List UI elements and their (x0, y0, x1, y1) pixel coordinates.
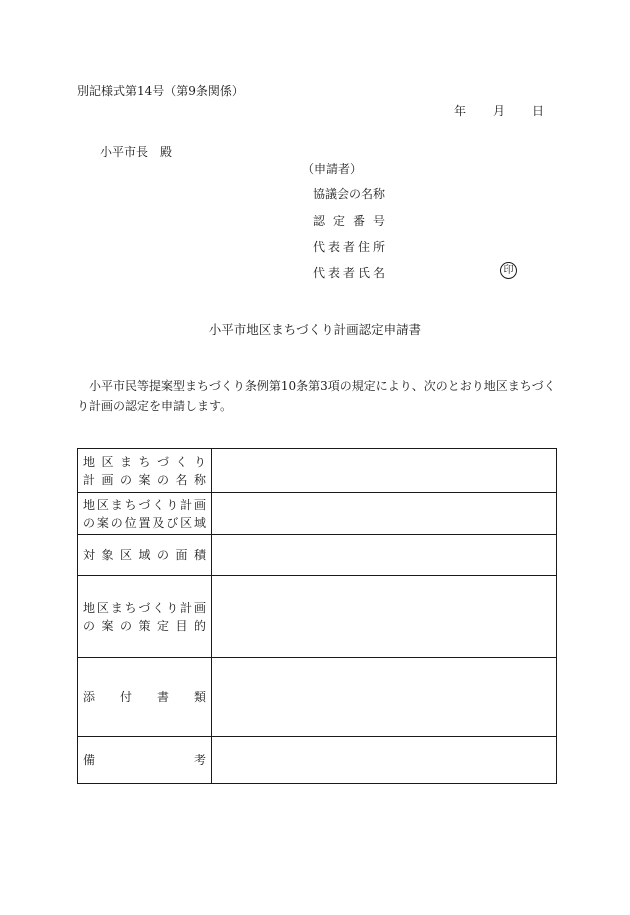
table-row (78, 737, 557, 784)
plan-name-value-cell[interactable] (212, 449, 557, 493)
row-label: 地区まちづくり計画 の案の策定目的 (78, 576, 212, 658)
remarks-value-cell[interactable] (212, 737, 557, 784)
representative-name-label: 代表者氏名 (313, 266, 385, 280)
council-name-label: 協議会の名称 (313, 187, 386, 201)
row-label: 地区まちづくり 計画の案の名称 (78, 449, 212, 493)
seal-mark: 印 (500, 262, 517, 279)
addressee: 小平市長 殿 (100, 145, 173, 159)
table-row (78, 493, 557, 535)
row-label: 地区まちづくり計画 の案の位置及び区域 (78, 493, 212, 535)
document-title: 小平市地区まちづくり計画認定申請書 (208, 322, 422, 337)
date-day-label: 日 (531, 104, 544, 118)
application-table (77, 448, 557, 784)
table-row (78, 576, 557, 658)
attachments-value-cell[interactable] (212, 658, 557, 737)
table-row (78, 535, 557, 576)
row-label: 対象区域の面積 (78, 535, 212, 576)
certification-number-label: 認 定 番 号 (313, 214, 385, 228)
table-row (78, 658, 557, 737)
representative-address-label: 代表者住所 (313, 240, 385, 254)
date-year-label: 年 (454, 104, 467, 118)
date-line (454, 102, 544, 119)
body-text: 小平市民等提案型まちづくり条例第10条第3項の規定により、次のとおり地区まちづくり計画の認定を申請します。 (77, 379, 556, 413)
table-row (78, 449, 557, 493)
row-label: 添付書類 (78, 658, 212, 737)
plan-location-value-cell[interactable] (212, 493, 557, 535)
area-value-cell[interactable] (212, 535, 557, 576)
plan-purpose-value-cell[interactable] (212, 576, 557, 658)
date-month-label: 月 (492, 104, 505, 118)
applicant-label: （申請者） (302, 162, 363, 176)
form-number: 別記様式第14号（第9条関係） (77, 84, 244, 98)
row-label: 備考 (78, 737, 212, 784)
